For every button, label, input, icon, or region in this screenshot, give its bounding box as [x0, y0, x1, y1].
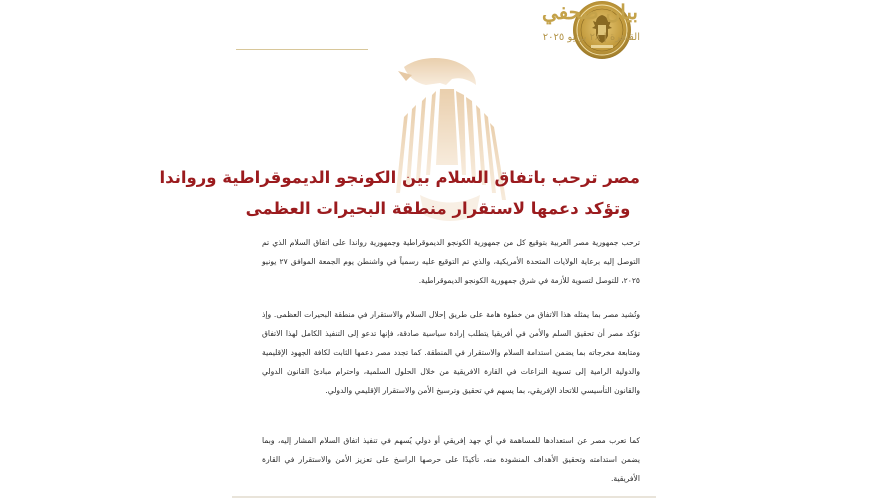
headline-line-2: وتؤكد دعمها لاستقرار منطقة البحيرات العظمى [245, 199, 631, 218]
body-paragraph-3: كما تعرب مصر عن استعدادها للمساهمة في أي جهد إفريقي أو دولي يُسهم في تنفيذ اتفاق السلام المشار إليه، وبما يضمن استدامته وتحقيق الأهداف المنشودة منه، تأكيدًا على حرصها الراسخ على تعزيز الأمن والاستقرار في القارة الأفريقية. [262, 436, 640, 483]
dateline: القاهرة | ٢٨ يونيو ٢٠٢٥ [542, 32, 640, 43]
page-bottom-edge [232, 496, 656, 498]
body-paragraph-2: وتُشيد مصر بما يمثله هذا الاتفاق من خطوة هامة على طريق إحلال السلام والاستقرار في منطقة البحيرات العظمى. وإذ تؤكد مصر أن تحقيق السلم والأمن في أفريقيا يتطلب إرادة سياسية صادقة، فإنها تدعو إلى التنفيذ الكامل لهذا الاتفاق ومتابعة مخرجاته بما يضمن استدامة السلام والاستقرار في المنطقة. كما تجدد مصر دعمها الثابت لكافة الجهود الإقليمية والدولية الرامية إلى تسوية النزاعات في القارة الافريقية من خلال الحلول السلمية، واحترام مبادئ القانون الدولي والقانون التأسيسي للاتحاد الإفريقي، بما يسهم في تحقيق وترسيخ الأمن والاستقرار الإقليمي والدولي. [262, 310, 640, 395]
body-paragraph-1: ترحب جمهورية مصر العربية بتوقيع كل من جمهورية الكونجو الديموقراطية وجمهورية رواندا على اتفاق السلام الذي تم التوصل إليه برعاية الولايات المتحدة الأمريكية، والذي تم التوقيع عليه رسمياً في واشنطن يوم الجمعة الموافق ٢٧ يونيو ٢٠٢٥، للتوصل لتسوية للأزمة في شرق جمهورية الكونجو الديموقراطية. [262, 238, 640, 285]
header-divider [236, 49, 368, 50]
headline-line-1: مصر ترحب باتفاق السلام بين الكونجو الديموقراطية ورواندا [159, 168, 640, 187]
document-type-title: بيان صحفي [541, 0, 638, 24]
